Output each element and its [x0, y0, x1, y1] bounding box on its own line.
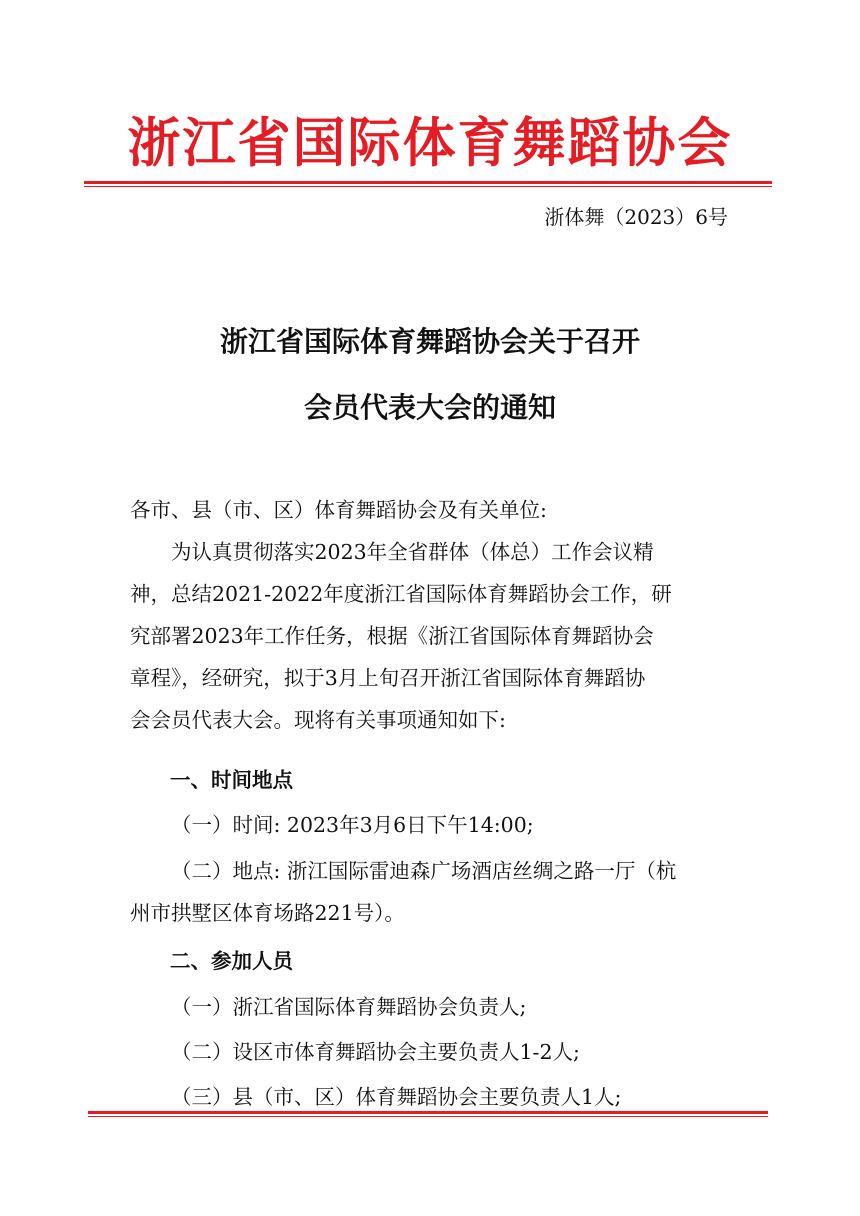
- list-item-participant: （三）县（市、区）体育舞蹈协会主要负责人1人;: [171, 1085, 622, 1109]
- organization-name-header: 浙江省国际体育舞蹈协会: [127, 113, 733, 174]
- intro-line: 章程》，经研究，拟于3月上旬召开浙江省国际体育舞蹈协: [130, 666, 646, 690]
- red-header-rule: [84, 181, 772, 187]
- intro-line: 神，总结2021-2022年度浙江省国际体育舞蹈协会工作，研: [130, 582, 672, 606]
- section-heading-time-location: 一、时间地点: [170, 768, 293, 792]
- section-heading-participants: 二、参加人员: [170, 949, 293, 973]
- intro-line: 为认真贯彻落实2023年全省群体（体总）工作会议精: [171, 540, 654, 564]
- list-item-participant: （一）浙江省国际体育舞蹈协会负责人;: [171, 995, 527, 1019]
- salutation: 各市、县（市、区）体育舞蹈协会及有关单位:: [130, 498, 547, 522]
- intro-line: 究部署2023年工作任务，根据《浙江省国际体育舞蹈协会: [130, 624, 654, 648]
- intro-line: 会会员代表大会。现将有关事项通知如下:: [130, 708, 506, 732]
- list-item-location-continued: 州市拱墅区体育场路221号）。: [130, 901, 405, 925]
- notice-title-line-1: 浙江省国际体育舞蹈协会关于召开: [219, 325, 640, 358]
- list-item-time: （一）时间: 2023年3月6日下午14:00;: [171, 813, 534, 837]
- list-item-location: （二）地点: 浙江国际雷迪森广场酒店丝绸之路一厅（杭: [171, 859, 677, 883]
- list-item-participant: （二）设区市体育舞蹈协会主要负责人1-2人;: [171, 1040, 580, 1064]
- document-number: 浙体舞（2023）6号: [544, 205, 728, 229]
- notice-title-line-2: 会员代表大会的通知: [303, 391, 556, 424]
- red-footer-rule: [88, 1111, 768, 1117]
